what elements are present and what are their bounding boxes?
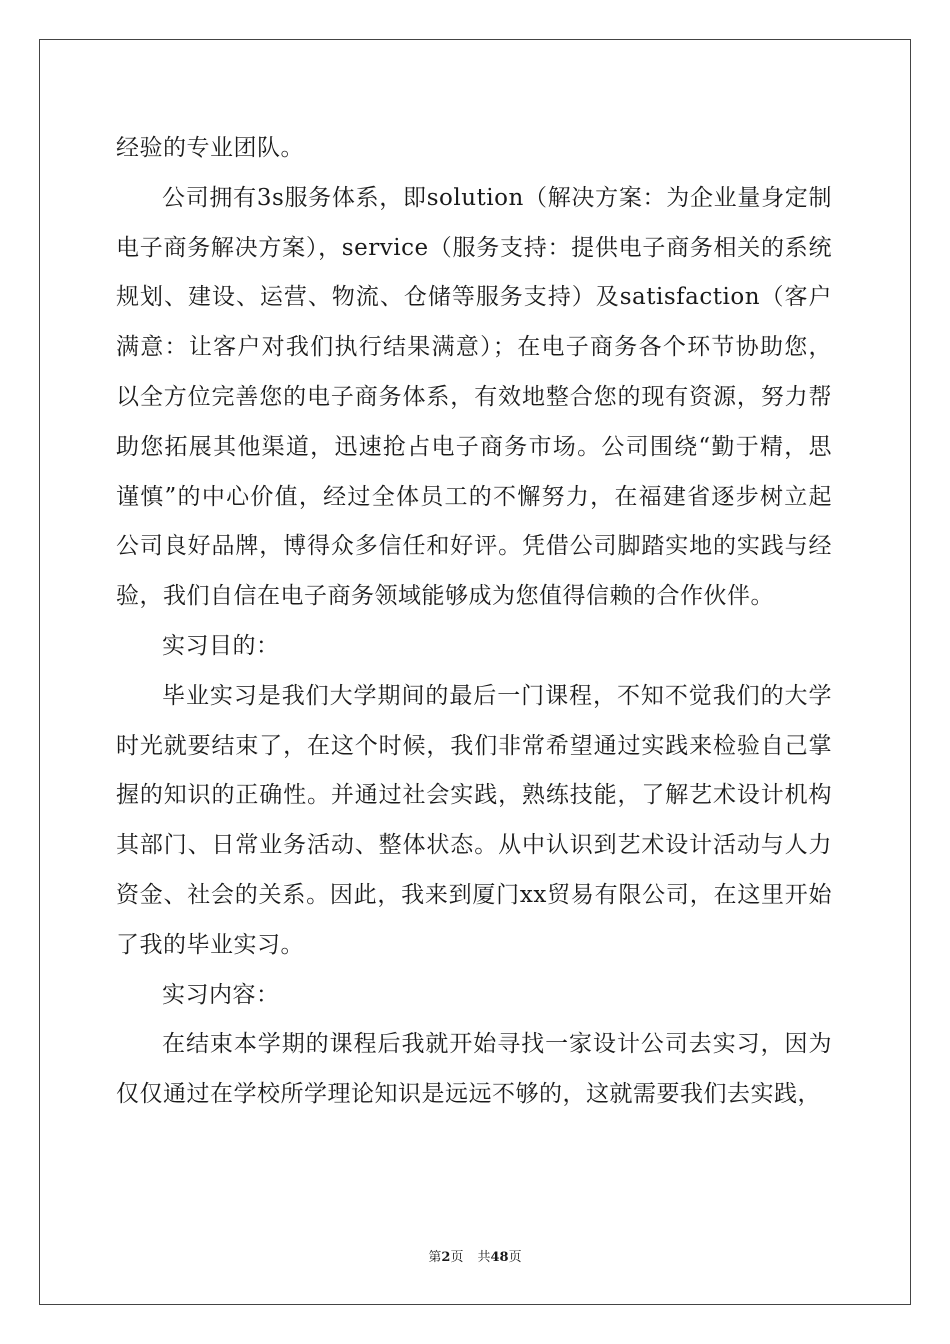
paragraph-purpose: 毕业实习是我们大学期间的最后一门课程，不知不觉我们的大学时光就要结束了，在这个时候，我们非常希望通过实践来检验自己掌握的知识的正确性。并通过社会实践，熟练技能，了解艺术设计机构其部门、日常业务活动、整体状态。从中认识到艺术设计活动与人力资金、社会的关系。因此，我来到厦门xx贸易有限公司，在这里开始了我的毕业实习。 xyxy=(116,682,832,958)
paragraph-company-services: 公司拥有3s服务体系，即solution（解决方案：为企业量身定制电子商务解决方案），service（服务支持：提供电子商务相关的系统规划、建设、运营、物流、仓储等服务支持）及satisfaction（客户满意：让客户对我们执行结果满意）；在电子商务各个环节协助您，以全方位完善您的电子商务体系，有效地整合您的现有资源，努力帮助您拓展其他渠道，迅速抢占电子商务市场。公司围绕“勤于精，思谨慎”的中心价值，经过全体员工的不懈努力，在福建省逐步树立起公司良好品牌，博得众多信任和好评。凭借公司脚踏实地的实践与经验，我们自信在电子商务领域能够成为您值得信赖的合作伙伴。 xyxy=(116,184,832,610)
total-pages: 48 xyxy=(490,1250,509,1265)
page-footer xyxy=(0,1246,950,1265)
page-suffix: 页 xyxy=(450,1250,464,1265)
total-prefix: 共 xyxy=(477,1250,491,1265)
paragraph-continuation: 经验的专业团队。 xyxy=(116,135,304,161)
paragraph-content: 在结束本学期的课程后我就开始寻找一家设计公司去实习，因为仅仅通过在学校所学理论知识是远远不够的，这就需要我们去实践， xyxy=(116,1031,832,1108)
document-body xyxy=(116,124,832,1120)
page-number: 2 xyxy=(441,1250,451,1265)
total-suffix: 页 xyxy=(508,1250,522,1265)
page-prefix: 第 xyxy=(428,1250,442,1265)
section-heading-purpose: 实习目的： xyxy=(162,632,280,659)
section-heading-content: 实习内容： xyxy=(162,981,280,1008)
